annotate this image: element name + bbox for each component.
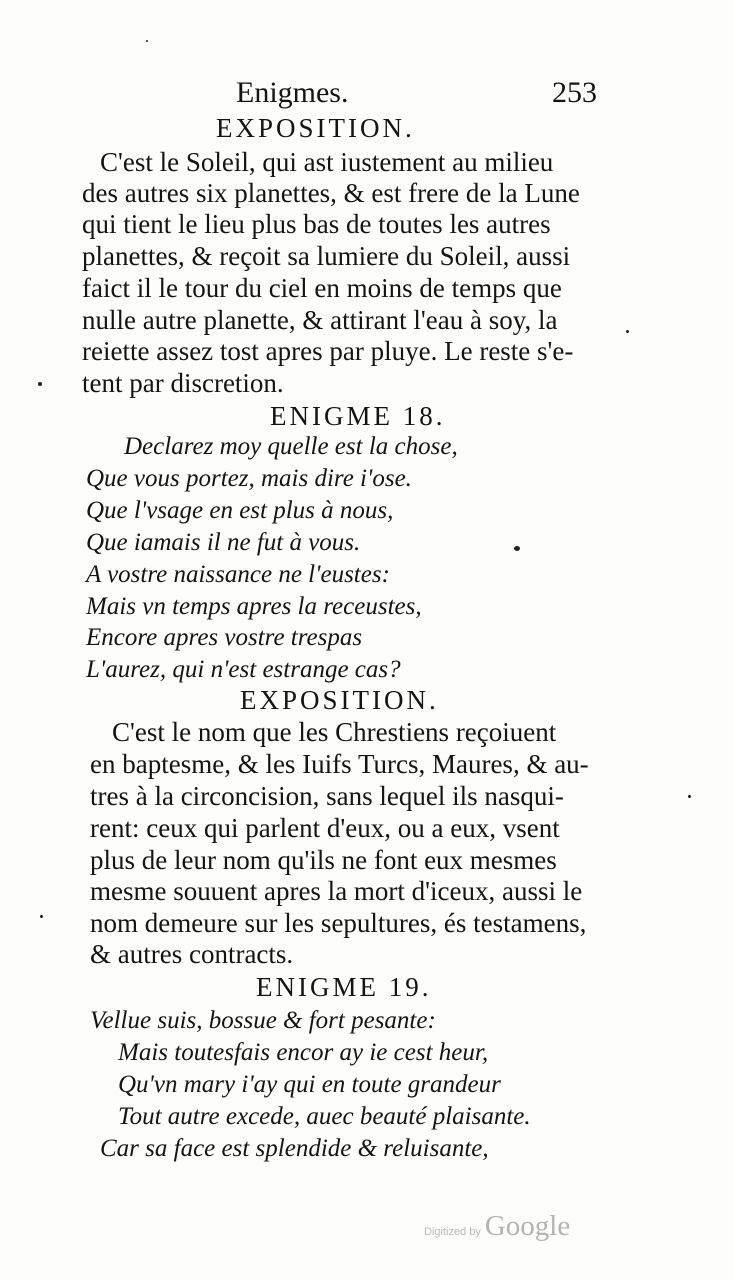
text-line: mesme souuent apres la mort d'iceux, aussi le: [90, 876, 583, 906]
watermark-prefix: Digitized by: [424, 1226, 481, 1238]
text-line: en baptesme, & les Iuifs Turcs, Maures, & au-: [90, 749, 589, 779]
verse-line: Qu'vn mary i'ay qui en toute grandeur: [118, 1071, 501, 1098]
text-line: qui tient le lieu plus bas de toutes les autres: [82, 209, 551, 239]
text-line: faict il le tour du ciel en moins de temps que: [82, 273, 562, 303]
running-title: Enigmes.: [236, 76, 349, 109]
verse-line: A vostre naissance ne l'eustes:: [86, 561, 390, 588]
verse-line: L'aurez, qui n'est estrange cas?: [86, 656, 401, 683]
verse-line: Que vous portez, mais dire i'ose.: [86, 465, 412, 492]
verse-line: Que iamais il ne fut à vous.: [86, 529, 361, 556]
verse-line: Mais vn temps apres la receustes,: [86, 593, 422, 620]
text-line: C'est le Soleil, qui ast iustement au milieu: [100, 147, 554, 177]
text-line: plus de leur nom qu'ils ne font eux mesmes: [90, 845, 557, 875]
text-line: tres à la circoncision, sans lequel ils nasqui-: [90, 781, 564, 811]
ink-speck: [38, 382, 42, 386]
verse-line: Encore apres vostre trespas: [86, 624, 363, 651]
section-heading: EXPOSITION.: [240, 685, 439, 715]
verse-line: Declarez moy quelle est la chose,: [124, 433, 458, 460]
page-number: 253: [552, 76, 597, 109]
text-line: reiette assez tost apres par pluye. Le reste s'e-: [82, 336, 574, 366]
text-line: tent par discretion.: [82, 368, 284, 398]
verse-line: Tout autre excede, auec beauté plaisante.: [118, 1103, 531, 1130]
verse-line: Que l'vsage en est plus à nous,: [86, 497, 394, 524]
google-logo: Google: [484, 1210, 571, 1242]
text-line: planettes, & reçoit sa lumiere du Soleil, aussi: [82, 241, 571, 271]
section-heading: EXPOSITION.: [216, 113, 415, 143]
text-line: & autres contracts.: [90, 939, 294, 969]
verse-line: Car sa face est splendide & reluisante,: [100, 1135, 489, 1162]
ink-speck: [626, 330, 629, 333]
text-line: nom demeure sur les sepultures, és testamens,: [90, 908, 587, 938]
ink-speck: [688, 795, 691, 798]
enigma-heading: ENIGME 19.: [256, 972, 432, 1002]
verse-line: Mais toutesfais encor ay ie cest heur,: [118, 1039, 489, 1066]
text-line: des autres six planettes, & est frere de la Lune: [82, 178, 580, 208]
verse-line: Vellue suis, bossue & fort pesante:: [90, 1007, 436, 1034]
text-line: rent: ceux qui parlent d'eux, ou a eux, vsent: [90, 813, 560, 843]
enigma-heading: ENIGME 18.: [270, 401, 446, 431]
text-line: C'est le nom que les Chrestiens reçoiuent: [112, 717, 557, 747]
ink-speck: [146, 40, 148, 42]
ink-speck: [514, 546, 520, 551]
google-digitized-watermark: [424, 1210, 570, 1243]
ink-speck: [40, 915, 43, 918]
text-line: nulle autre planette, & attirant l'eau à soy, la: [82, 305, 558, 335]
